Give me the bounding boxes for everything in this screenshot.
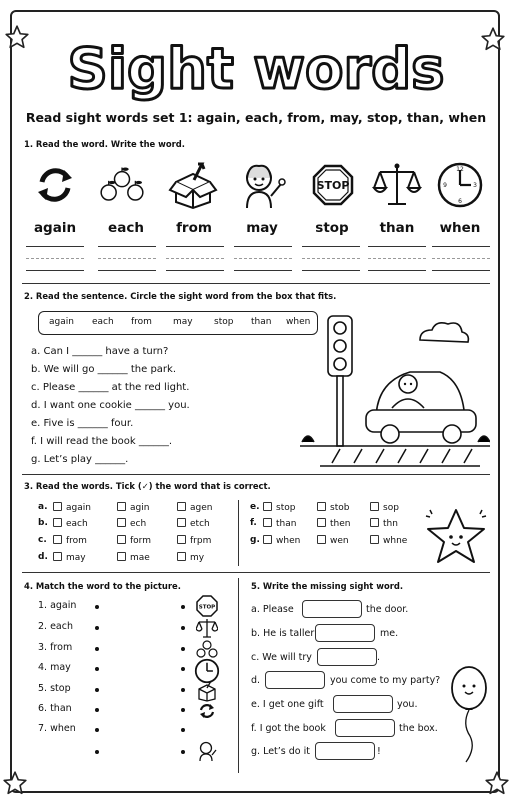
- word-each: each: [108, 220, 144, 236]
- checkbox[interactable]: [317, 535, 326, 544]
- box-icon: [168, 160, 218, 210]
- checkbox[interactable]: [53, 518, 62, 527]
- match-dot[interactable]: [181, 688, 185, 692]
- match-word: 7. when: [38, 723, 76, 734]
- divider: [22, 474, 490, 475]
- sentence-c: c. Please ______ at the red light.: [31, 382, 190, 393]
- stop-sign-text: STOP: [198, 604, 216, 611]
- smiling-star-icon: [424, 506, 488, 566]
- option[interactable]: whne: [370, 535, 407, 547]
- title-text: Sight words: [67, 37, 445, 102]
- arrows-cycle-icon: [30, 160, 80, 210]
- answer-box-g[interactable]: [315, 742, 375, 760]
- clock-icon: [435, 160, 485, 210]
- sentence-a: a. Can I ______ have a turn?: [31, 346, 169, 357]
- option[interactable]: each: [53, 518, 88, 530]
- item-label: e.: [250, 502, 260, 512]
- match-dot[interactable]: [181, 708, 185, 712]
- word-stop: stop: [315, 220, 349, 236]
- match-word: 3. from: [38, 642, 73, 653]
- match-word: 5. stop: [38, 683, 71, 694]
- checkbox[interactable]: [53, 502, 62, 511]
- question-d-end: you come to my party?: [330, 675, 441, 686]
- match-word: 6. than: [38, 703, 72, 714]
- item-label: d.: [38, 552, 48, 562]
- svg-text:3: 3: [473, 182, 477, 189]
- divider: [22, 572, 490, 573]
- match-dot[interactable]: [181, 626, 185, 630]
- option[interactable]: when: [263, 535, 300, 547]
- match-dot[interactable]: [181, 647, 185, 651]
- answer-box-e[interactable]: [333, 695, 393, 713]
- option[interactable]: agen: [177, 502, 212, 514]
- divider: [238, 500, 239, 566]
- option[interactable]: than: [263, 518, 296, 530]
- section3-heading: 3. Read the words. Tick (✓) the word that is correct.: [24, 481, 271, 491]
- page-title: [0, 28, 512, 104]
- option[interactable]: then: [317, 518, 350, 530]
- checkbox[interactable]: [177, 535, 186, 544]
- answer-box-c[interactable]: [317, 648, 377, 666]
- svg-text:12: 12: [456, 166, 464, 173]
- checkbox[interactable]: [177, 502, 186, 511]
- svg-text:9: 9: [443, 182, 447, 189]
- balloon-icon: [448, 664, 490, 764]
- match-dot[interactable]: [181, 728, 185, 732]
- arrows-cycle-icon: [196, 700, 218, 722]
- sentence-e: e. Five is ______ four.: [31, 418, 134, 429]
- option[interactable]: agin: [117, 502, 149, 514]
- option[interactable]: from: [53, 535, 87, 547]
- match-word: 1. again: [38, 600, 77, 611]
- question-b-text: b. He is taller: [251, 628, 315, 639]
- match-dot[interactable]: [181, 667, 185, 671]
- answer-box-a[interactable]: [302, 600, 362, 618]
- match-word: 2. each: [38, 621, 73, 632]
- word-from: from: [176, 220, 212, 236]
- word-box: [38, 311, 318, 335]
- sentence-b: b. We will go ______ the park.: [31, 364, 176, 375]
- option[interactable]: my: [177, 552, 204, 564]
- sentence-d: d. I want one cookie ______ you.: [31, 400, 190, 411]
- answer-box-b[interactable]: [315, 624, 375, 642]
- match-dot[interactable]: [95, 688, 99, 692]
- match-dot[interactable]: [181, 750, 185, 754]
- option[interactable]: mae: [117, 552, 150, 564]
- question-d-text: d.: [251, 675, 261, 686]
- section5-heading: 5. Write the missing sight word.: [251, 581, 404, 591]
- answer-box-d[interactable]: [265, 671, 325, 689]
- checkbox[interactable]: [370, 535, 379, 544]
- checkbox[interactable]: [117, 552, 126, 561]
- option[interactable]: sop: [370, 502, 399, 514]
- checkbox[interactable]: [117, 518, 126, 527]
- option[interactable]: etch: [177, 518, 210, 530]
- stop-sign-text: STOP: [316, 179, 350, 192]
- subtitle: Read sight words set 1: again, each, from, may, stop, than, when: [25, 110, 487, 125]
- checkbox[interactable]: [263, 535, 272, 544]
- question-b-end: me.: [380, 628, 399, 639]
- option[interactable]: may: [53, 552, 86, 564]
- stop-sign-icon: [196, 595, 218, 617]
- box-icon: [196, 680, 218, 702]
- checkbox[interactable]: [263, 518, 272, 527]
- checkbox[interactable]: [117, 535, 126, 544]
- checkbox[interactable]: [370, 502, 379, 511]
- question-g-text: g. Let’s do it: [251, 746, 310, 757]
- question-f-end: the box.: [399, 723, 438, 734]
- checkbox[interactable]: [53, 552, 62, 561]
- box-word: when: [286, 317, 311, 327]
- match-word: 4. may: [38, 662, 71, 673]
- word-than: than: [379, 220, 415, 236]
- section2-heading: 2. Read the sentence. Circle the sight word from the box that fits.: [24, 291, 337, 301]
- scale-icon: [196, 617, 218, 639]
- option[interactable]: ech: [117, 518, 146, 530]
- match-dot[interactable]: [95, 750, 99, 754]
- girl-icon: [196, 740, 218, 762]
- match-dot[interactable]: [95, 626, 99, 630]
- checkbox[interactable]: [177, 552, 186, 561]
- star-icon: [484, 770, 510, 796]
- box-word: than: [251, 317, 272, 327]
- stop-sign-icon: [308, 160, 358, 210]
- section1-heading: 1. Read the word. Write the word.: [24, 139, 185, 149]
- item-label: c.: [38, 535, 47, 545]
- girl-waving-icon: [237, 160, 287, 210]
- box-word: again: [49, 317, 74, 327]
- scale-icon: [372, 160, 422, 210]
- match-dot[interactable]: [95, 605, 99, 609]
- checkbox[interactable]: [370, 518, 379, 527]
- match-dot[interactable]: [95, 647, 99, 651]
- checkbox[interactable]: [53, 535, 62, 544]
- option[interactable]: frpm: [177, 535, 211, 547]
- word-when: when: [439, 220, 481, 236]
- divider: [22, 283, 490, 284]
- checkbox[interactable]: [177, 518, 186, 527]
- item-label: b.: [38, 518, 48, 528]
- divider: [238, 578, 239, 773]
- checkbox[interactable]: [317, 502, 326, 511]
- question-a-end: the door.: [366, 604, 409, 615]
- match-dot[interactable]: [181, 605, 185, 609]
- question-a-text: a. Please: [251, 604, 294, 615]
- option[interactable]: form: [117, 535, 151, 547]
- box-word: each: [92, 317, 114, 327]
- checkbox[interactable]: [263, 502, 272, 511]
- question-e-text: e. I get one gift: [251, 699, 324, 710]
- checkbox[interactable]: [317, 518, 326, 527]
- answer-box-f[interactable]: [335, 719, 395, 737]
- match-dot[interactable]: [95, 708, 99, 712]
- option[interactable]: stob: [317, 502, 349, 514]
- option[interactable]: stop: [263, 502, 295, 514]
- svg-text:6: 6: [458, 198, 462, 205]
- box-word: may: [173, 317, 193, 327]
- question-g-end: !: [377, 746, 381, 757]
- apples-icon: [196, 638, 218, 660]
- match-dot[interactable]: [95, 728, 99, 732]
- sentence-f: f. I will read the book ______.: [31, 436, 172, 447]
- word-again: again: [33, 220, 77, 236]
- traffic-scene-illustration: [300, 310, 490, 470]
- star-icon: [2, 770, 28, 796]
- option[interactable]: wen: [317, 535, 349, 547]
- match-dot[interactable]: [95, 667, 99, 671]
- question-c-text: c. We will try: [251, 652, 312, 663]
- checkbox[interactable]: [117, 502, 126, 511]
- question-c-end: .: [377, 652, 381, 663]
- option[interactable]: thn: [370, 518, 398, 530]
- box-word: stop: [214, 317, 234, 327]
- apples-icon: [97, 160, 147, 210]
- question-e-end: you.: [397, 699, 418, 710]
- box-word: from: [131, 317, 152, 327]
- option[interactable]: again: [53, 502, 91, 514]
- sentence-g: g. Let’s play ______.: [31, 454, 129, 465]
- question-f-text: f. I got the book: [251, 723, 326, 734]
- item-label: g.: [250, 535, 260, 545]
- item-label: a.: [38, 502, 48, 512]
- section4-heading: 4. Match the word to the picture.: [24, 581, 181, 591]
- item-label: f.: [250, 518, 257, 528]
- word-may: may: [246, 220, 278, 236]
